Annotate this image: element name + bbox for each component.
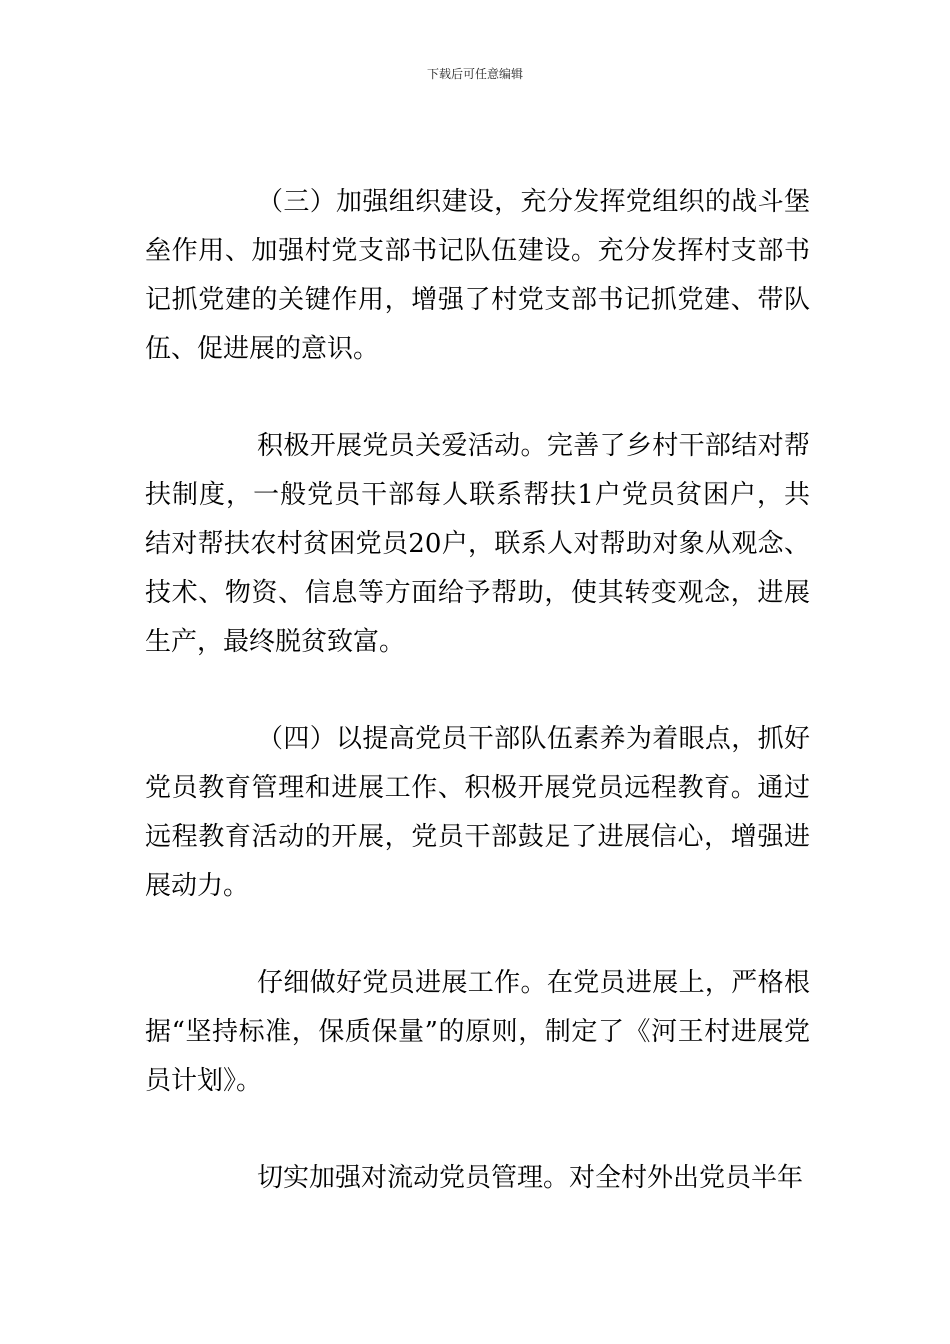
paragraph-mobile-member-management: 切实加强对流动党员管理。对全村外出党员半年 [257,1163,804,1193]
page-header: 下载后可任意编辑 [426,67,523,81]
paragraph-member-education: （四）以提高党员干部队伍素养为着眼点，抓好党员教育管理和进展工作、积极开展党员远程教育。通过远程教育活动的开展，党员干部鼓足了进展信心，增强进展动力。 [145,724,810,901]
document-body [145,178,810,1251]
paragraph-member-care: 积极开展党员关爱活动。完善了乡村干部结对帮扶制度，一般党员干部每人联系帮扶1户党员贫困户，共结对帮扶农村贫困党员20户，联系人对帮助对象从观念、技术、物资、信息等方面给予帮助，使其转变观念，进展生产，最终脱贫致富。 [145,431,810,657]
paragraph-organization-building: （三）加强组织建设，充分发挥党组织的战斗堡垒作用、加强村党支部书记队伍建设。充分发挥村支部书记抓党建的关键作用，增强了村党支部书记抓党建、带队伍、促进展的意识。 [145,187,810,364]
paragraph-member-development: 仔细做好党员进展工作。在党员进展上，严格根据“坚持标准，保质保量”的原则，制定了《河王村进展党员计划》。 [145,968,810,1096]
